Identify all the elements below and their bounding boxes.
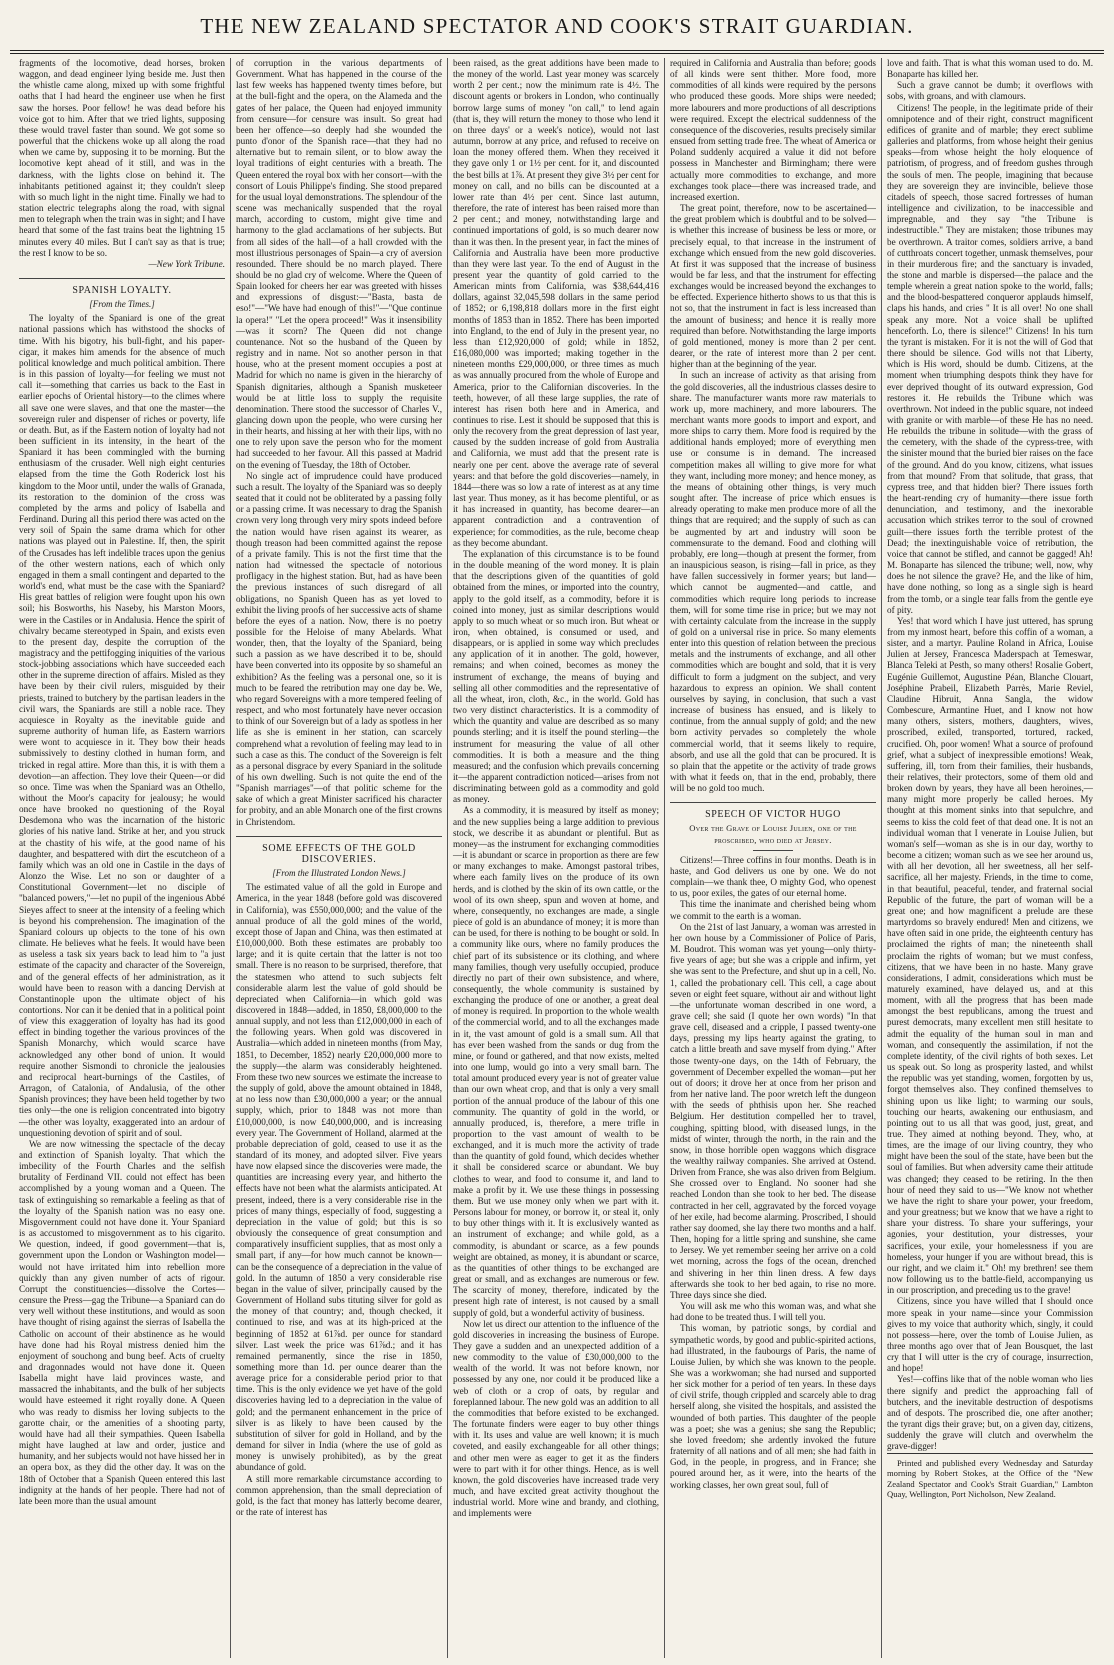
article-subheading: Over the Grave of Louise Julien, one of the proscribed, who died at Jersey.	[689, 823, 857, 845]
masthead	[0, 0, 1114, 52]
article-source-note: [From the Times.]	[89, 299, 155, 310]
article-paragraph: The estimated value of all the gold in Europe and America, in the year 1848 (before gold was discovered in California), was £550,000,000; and the value of the annual produce of all the gold mines of the world, except those of Japan and China, was then estimated at £10,000,000. Both these estimates are probably too large; and it is quite certain that the latter is not too small. There is no reason to be surprised, therefore, that the statesmen who attend to such subjects felt considerable alarm lest the value of gold should be depreciated when California—in which gold was discovered in 1848—added, in 1850, £8,000,000 to the annual supply, and not less than £12,000,000 in each of the following years. When gold was discovered in Australia—which added in nineteen months (from May, 1851, to December, 1852) nearly £20,000,000 more to the supply—the alarm was considerably heightened. From these two new sources we estimate the increase to the supply of gold, above the amount obtained in 1848, at no less now than £30,000,000 a year; or the annual supply, which, prior to 1848 was not more than £10,000,000, is now £40,000,000, and is increasing every year. The Government of Holland, alarmed at the probable depreciation of gold, ceased to use it as the standard of its money, and adopted silver. Five years have now elapsed since the discoveries were made, the quantities are increasing every year, and hitherto the effects have not been what the alarmists anticipated. At present, indeed, there is a very considerable rise in the prices of many things, especially of food, suggesting a depreciation in the value of gold; but this is so obviously the consequence of great consumption and comparatively insufficient supplies, that as most only a small part, if any—for how much cannot be known—can be the consequence of a depreciation in the value of gold. In the autumn of 1850 a very considerable rise began in the value of silver, principally caused by the Government of Holland subs tituting silver for gold as the money of that country; and, though checked, it continued to rise, and was at its high-priced at the beginning of 1852 at 61⅞d. per ounce for standard silver. Last week the price was 61⅞d.; and it has remained permanently, since the rise in 1850, something more than 1d. per ounce dearer than the average price for a considerable period prior to that time. This is the only evidence we yet have of the gold discoveries having led to a depreciation in the value of gold; and the permanent enhancement in the price of silver is as likely to have been caused by the substitution of silver for gold in Holland, and by the demand for silver in India (where the use of gold as money is unwisely prohibited), as by the great abundance of gold.	[236, 882, 442, 1473]
printer-imprint: Printed and published every Wednesday and Saturday morning by Robert Stokes, at the Office of the "New Zealand Spectator and Cook's Strait Guardian," Lambton Quay, Wellington, Port Nicholson, New Zealand.	[887, 1453, 1093, 1500]
article-source-note: [From the Illustrated London News.]	[272, 868, 406, 879]
column-1	[14, 58, 231, 1658]
article-paragraph: You will ask me who this woman was, and what she had done to be treated thus. I will tell you.	[670, 1301, 876, 1323]
column-2	[231, 58, 448, 1658]
article-heading-gold-discoveries: SOME EFFECTS OF THE GOLD DISCOVERIES.	[236, 836, 442, 865]
article-paragraph: been raised, as the great additions have been made to the money of the world. Last year money was scarcely worth 2 per cent.; now the minimum rate is 4½. The discount agents or brokers in London, who continually borrow large sums of money "on call," to lend again (that is, they will return the money to those who lend it on three days' or a week's notice), would not last autumn, borrow at any price, and refused to receive on loan the money offered them. When they received it they gave only 1 or 1½ per cent. for it, and discounted the best bills at 1⅞. At present they give 3½ per cent for money on call, and no bills can be discounted at a lower rate than 4½ per cent. Since last autumn, therefore, the rate of interest has been raised more than 2 per cent.; and money, notwithstanding large and continued importations of gold, is so much dearer now than it was then. In the present year, in fact the mines of California and Australia have been more productive than they were last year. To the end of August in the present year the quantity of gold carried to the American mints from California, was $38,644,416 dollars, against 32,045,598 dollars in the same period of 1852; or 6,198,818 dollars more in the first eight months of 1853 than in 1852. There has been imported into England, to the end of July in the present year, no less than £12,920,000 of gold; while in 1852, £16,080,000 was imported; making together in the nineteen months £29,000,000, or three times as much as was annually procured from the whole of Europe and America, prior to the Californian discoveries. In the teeth, however, of all these large supplies, the rate of interest has risen both here and in America, and continues to rise. Lest it should be supposed that this is only the recovery from the great depression of last year, caused by the sudden increase of gold from Australia and California, we must add that the present rate is nearly one per cent. above the average rate of several years: and that before the gold discoveries—namely, in 1844—there was so low a rate of interest as at any time last year. Thus money, as it has become plentiful, or as it has increased in quantity, has become dearer—an apparent contradiction and a contravention of experience; for commodities, as the rule, become cheap as they become abundant.	[453, 58, 659, 548]
article-paragraph: love and faith. That is what this woman used to do. M. Bonaparte has killed her.	[887, 58, 1093, 80]
column-3	[448, 58, 665, 1658]
masthead-rule	[10, 50, 1104, 51]
page-columns	[14, 58, 1102, 1658]
article-paragraph: No single act of imprudence could have produced such a result. The loyalty of the Spaniard was so deeply seated that it could not be obliterated by a passing folly or a passing crime. It was necessary to drag the Spanish crown very long through very miry spots indeed before the nation would have risen against its wearer, as though treason had been committed against the repose of a private family. This is not the first time that the nation had witnessed the spectacle of notorious profligacy in the highest station. But, had as have been the previous instances of such disregard of all obligations, no Spanish Queen has as yet loved to exhibit the living proofs of her successive acts of shame before the eyes of a nation. Now, there is no poetry possible for the Heloise of many Abelards. What wonder, then, that the loyalty of the Spaniard, being such a passion as we have described it to be, should have been converted into its opposite by so shameful an exhibition? As the feeling was a personal one, so it is much to be feared the retribution may one day be. We, who regard Sovereigns with a more tempered feeling of respect, and who most fortunately have never occasion to think of our Sovereign but of a lady as spotless in her life as she is eminent in her station, can scarcely comprehend what a revolution of feeling may lead to in such a case as this. The conduct of the Sovereign is felt as a personal disgrace by every Spaniard in the solitude of his own dwelling. Such is not quite the end of the "Spanish marriages"—of that politic scheme for the sake of which a great Minister sacrificed his character for probity, and an able Monarch one of the first crowns in Christendom.	[236, 470, 442, 827]
article-paragraph: The explanation of this circumstance is to be found in the double meaning of the word money. It is plain that the descriptions given of the quantities of gold obtained from the mines, or imported into the country, apply to the gold itself, as a commodity, before it is coined into money, just as similar descriptions would apply to so much wheat or so much iron. But wheat or iron, when obtained, is consumed or used, and disappears, or is applied in some way which precludes any application of it in another. The gold, however, remains; and when coined, becomes as money the instrument of exchange, the means of buying and selling all other commodities and the representative of all the wheat, iron, cloth, &c., in the world. Gold has two very distinct characteristics. It is a commodity of which the quantity and value are described as so many pounds sterling; and it is itself the pound sterling—the instrument for measuring the value of all other commodities. It is both a measure and the thing measured; and the confusion which prevails concerning it—the apparent contradiction noticed—arises from not discriminating between gold as a commodity and gold as money.	[453, 548, 659, 805]
article-paragraph: This woman, by patriotic songs, by cordial and sympathetic words, by good and public-spirited actions, had illustrated, in the faubourgs of Paris, the name of Louise Julien, by which she was known to the people. She was a workwoman; she had nursed and supported her sick mother for a period of ten years. In these days of civil strife, though crippled and scarcely able to drag herself along, she visited the hospitals, and assisted the wounded of both parties. This daughter of the people was a poet; she was a genius; she sang the Republic; she loved freedom; she ardently invoked the future fraternity of all nations and of all men; she had faith in God, in the people, in progress, and in France; she poured around her, as it were, into the hearts of the working classes, her own great soul, full of	[670, 1323, 876, 1490]
article-paragraph: As a commodity, it is measured by itself as money; and the new supplies being a large addition to previous stock, we describe it as abundant or plentiful. But as money—as the instrument for exchanging commodities—it is abundant or scarce in proportion as there are few or many exchanges to make. Amongst pastoral tribes, where each family lives on the produce of its own herds, and is clothed by the skin of its own cattle, or the wool of its own sheep, spun and woven at home, and where, consequently, no exchanges are made, a single piece of gold is an abundance of money; it is more than can be used, for there is nothing to be bought or sold. In a community like ours, where no family produces the chief part of its subsistence or its clothing, and where many families, though very usefully occupied, produce directly no part of their own subsistence, and where, consequently, the whole community is sustained by exchanging the produce of one or another, a great deal of money is required. In proportion to the whole wealth of the commercial world, and to all the exchanges made in it, the vast amount of gold is a small sum. All that has ever been washed from the sands or dug from the mine, or found or gathered, and that now exists, melted into one lump, would go into a very small barn. The total amount produced every year is not of greater value than our own wheat crop, and that is only a very small portion of the annual produce of the labour of this one community. The quantity of gold in the world, or annually produced, is, therefore, a mere trifle in proportion to the vast amount of wealth to be exchanged, and it is much more the activity of trade than the quantity of gold found, which decides whether it shall be considered scarce or abundant. We buy clothes to wear, and food to consume it, and land to make a profit by it. We use these things in possessing them. But we use money only when we part with it. Persons labour for money, or borrow it, or steal it, only to buy other things with it. It is exclusively wanted as an instrument of exchange; and while gold, as a commodity, is abundant or scarce, as a few pounds weight are obtained, as money, it is abundant or scarce, as the quantities of other things to be exchanged are great or small, and as exchanges are numerous or few. The scarcity of money, therefore, indicated by the present high rate of interest, is not caused by a small supply of gold, but a wonderful activity of business.	[453, 805, 659, 1318]
article-paragraph: of corruption in the various departments of Government. What has happened in the course of the last few weeks has happened twenty times before, but at the bull-fight and the opera, on the Alameda and the gates of her palace, the Queen had enjoyed immunity from censure—for censure was insult. So great had been her offence—so deeply had she wounded the punto d'onor of the Spanish race—that they had no alternative but to remain silent, or to blow away the loyal traditions of eight centuries with a breath. The Queen entered the royal box with her consort—with the consort of Louis Philippe's finding. She stood prepared for the usual loyal demonstrations. The splendour of the scene was mechanically suspended that the royal march, according to custom, might give time and harmony to the glad acclamations of her subjects. But from all sides of the hall—of a hall crowded with the most illustrious personages of Spain—a cry of aversion resounded. There should be no march played. There should be no glad cry of welcome. Where the Queen of Spain looked for cheers her ear was greeted with hisses and expressions of disgust:—"Basta, basta de eso!"—"We have had enough of this!"—"Que continue la opera!" "Let the opera proceed!" Was it insensibility—was it scorn? The Queen did not change countenance. Not so the husband of the Queen by registry and in name. Not so another person in that house, who at the present moment occupies a post at Madrid for which no name is given in the hierarchy of Spanish dignitaries, although a Spanish musketeer would be at little loss to supply the requisite denomination. There stood the successor of Charles V., glancing down upon the people, who were cursing her in their hearts, and hissing at her with their lips, with no one to rely upon save the person who for the moment had succeeded to her favour. All this passed at Madrid on the evening of Tuesday, the 18th of October.	[236, 58, 442, 470]
newspaper-title: THE NEW ZEALAND SPECTATOR AND COOK'S STRAIT GUARDIAN.	[200, 14, 914, 38]
article-paragraph: A still more remarkable circumstance according to common apprehension, than the small depreciation of gold, is the fact that money has latterly become dearer, or the rate of interest has	[236, 1473, 442, 1517]
article-paragraph: In such an increase of activity as that arising from the gold discoveries, all the industrious classes desire to share. The manufacturer wants more raw materials to work up, more machinery, and more labourers. The merchant wants more goods to import and export, and more ships to carry them. More food is required by the additional hands employed; more of everything men use or consume is in demand. The increased competition makes all willing to give more for what they want, including more money; and hence money, as the means of obtaining other things, is very much sought after. The increase of price which ensues is already operating to make men produce more of all the things that are required; and the supply of such as can be augmented by art and industry will soon be commensurate to the demand. Food and clothing will probably, ere long—though at present the former, from an inauspicious season, is rising—fall in price, as they have fallen successively in former years; but land—which cannot be augmented—and cattle, and commodities which require long periods to increase them, will for some time rise in price; but we may not with certainty calculate from the increase in the supply of gold on a universal rise in price. So many elements enter into this question of relation between the precious metals and the instruments of exchange, and all other commodities which are bought and sold, that it is very difficult to form a judgment on the subject, and very hazardous to express an opinion. We shall content ourselves by saying, in conclusion, that such a vast increase of business has ensued, and is likely to continue, from the annual supply of gold; and the new born activity pervades so completely the whole commercial world, that it seems likely to require, absorb, and use all the gold that can be procured. It is so plain that the appetite or the activity of trade grows with what it feeds on, that in the end, probably, there will be no gold too much.	[670, 370, 876, 794]
article-paragraph: On the 21st of last January, a woman was arrested in her own house by a Commissioner of Police of Paris, M. Boudrot. This woman was yet young—only thirty-five years of age; but she was a cripple and infirm, yet she was sent to the Prefecture, and shut up in a cell, No. 1, called the probationary cell. This cell, a cage about seven or eight feet square, without air and without light—the unfortunate woman described in one word, a grave cell; she said (I quote her own words) "In that grave cell, diseased and a cripple, I passed twenty-one days, pressing my lips hearty against the grating, to catch a little breath and save myself from dying." After those twenty-one days, on the 14th of February, the government of December expelled the woman—put her out of doors; it drove her at once from her prison and from her native land. The poor wretch left the dungeon with the seeds of phthisis upon her. She reached Belgium. Her destitution compelled her to travel, coughing, spitting blood, with diseased lungs, in the midst of winter, through the north, in the rain and the snow, in those horrible open waggons which disgrace the wealthy railway companies. She arrived at Ostend. Driven from France, she was also driven from Belgium. She crossed over to England. No sooner had she reached London than she took to her bed. The disease contracted in her cell, aggravated by the forced voyage of her exile, had become alarming. Proscribed, I should rather say doomed, she lay there two months and a half. Then, hoping for a little spring and sunshine, she came to Jersey. We yet remember seeing her arrive on a cold wet morning, across the fogs of the ocean, drenched and shivering in her thin linen dress. A few days afterwards she took to her bed again, to rise no more. Three days since she died.	[670, 921, 876, 1300]
article-paragraph: This time the inanimate and cherished being whom we commit to the earth is a woman.	[670, 899, 876, 921]
article-paragraph: fragments of the locomotive, dead horses, broken waggon, and dead engineer lying beside me. Just then the whistle came along, mixed up with some frightful oaths that I had heard the engineer use when he first saw the horses. Poor fellow! he was dead before his voice got to him. After that we tried lights, supposing these would travel faster than sound. We got some so powerful that the chickens woke up all along the road when we came by, supposing it to be morning. But the locomotive kept ahead of it still, and was in the darkness, with the lights close on behind it. The inhabitants petitioned against it; they couldn't sleep with so much light in the night time. Finally we had to station electric telegraphs along the road, with signal men to telegraph when the train was in sight; and I have heard that some of the fast trains beat the lightning 15 minutes every 40 miles. But I can't say as that is true; the rest I know to be so.	[19, 58, 225, 258]
column-4	[665, 58, 882, 1658]
article-paragraph: Citizens!—Three coffins in four months. Death is in haste, and God delivers us one by one. We do not complain—we thank thee, O mighty God, who openest to us, poor exiles, the gates of our eternal home.	[670, 854, 876, 899]
article-paragraph: Yes!—coffins like that of the noble woman who lies there signify and predict the approaching fall of butchers, and the inevitable destruction of despotisms and of despots. The proscribed die, one after another; the tyrant digs their grave; but, on a given day, citizens, suddenly the grave will clutch and overwhelm the grave-digger!	[887, 1374, 1093, 1452]
article-paragraph: The loyalty of the Spaniard is one of the great national passions which has withstood the shocks of time. With his bigotry, his bull-fight, and his paper-cigar, it makes him amends for the absence of much political knowledge and much political ambition. There is in this passion of loyalty—for feeling we must not call it—something that carries us back to the East in earlier epochs of Oriental history—to the climes where all save one were slaves, and that one the master—the sovereign ruler and dispenser of riches or poverty, life or death. But, as if the Eastern notion of loyalty had not been sufficient in its intensity, in the heart of the Spaniard it has been commingled with the burning enthusiasm of the crusader. Well nigh eight centuries elapsed from the time the Goth Roderick lost his kingdom to the Moor until, under the walls of Granada, its restoration to the dominion of the cross was completed by the arms and policy of Isabella and Ferdinand. During all this period there was acted on the very soil of Spain the same drama which for other nations was played out in Palestine. If, then, the spirit of the Crusades has left indelible traces upon the genius of the other western nations, each of which only engaged in them a small contingent and departed to the world's end, what must be the case with the Spaniard? His great battles of religion were fought upon his own soil; his Bosworths, his Naseby, his Marston Moors, were in the Castiles or in Andalusia. Hence the spirit of chivalry became stereotyped in Spain, and exists even to the present day, despite the corruption of the magistracy and the pettifogging iniquities of the various stock-jobbing associations which have succeeded each other in the supreme direction of affairs. Misled as they have been by their civil rulers, misguided by their priests, trained to butchery by the partisan leaders in the civil wars, the Spaniards are still a noble race. They acquiesce in Royalty as the inevitable guide and supreme authority of human life, as Eastern warriors were wont to acquiesce in it. They bow their heads submissively to destiny clothed in human form, and tricked in regal attire. More than this, it is with them a devotion—an affection. They love their Queen—or did so once. Time was when the Spaniard was an Othello, without the Moor's capacity for jealousy; he would once have brooked no questioning of the Royal Desdemona who was the incarnation of the historic glories of his native land. Strike at her, and you struck at the chastity of his wife, at the good name of his daughter, and bespattered with dirt the escutcheon of a family which was an old one in Castile in the days of Alonzo the Wise. Let no son or daughter of a Constitutional Government—let no disciple of "balanced powers,"—let no pupil of the ingenious Abbé Sieyes affect to sneer at the intensity of a feeling which is beyond his comprehension. The imagination of the Spaniard colours up objects to the tone of his own climate. He believes what he feels. It would have been as useless a task six years back to lead him to "a just estimate of the capacity and character of the Sovereign, and of the general effects of her administration, as it would have been to reason with a dancing Dervish at Constantinople upon the ultimate object of his contortions. Nor can it be denied that in a political point of view this exaggeration of loyalty has had its good effect in binding together the various provinces of the Spanish Monarchy, which would scarce have acknowledged any other bond of union. It would require another Sismondi to chronicle the jealousies and reciprocal heart-burnings of the Castiles, of Arragon, of Catalonia, of Andalusia, of the other Spanish provinces; they have been held together by two ties only—the one is religion concentrated into bigotry—the other was loyalty, exaggerated into an ardour of unquestioning devotion of spirit and of soul.	[19, 313, 225, 1138]
article-paragraph: The great point, therefore, now to be ascertained—the great problem which is doubtful and to be solved—is whether this increase of business be less or more, or precisely equal, to that increase in the instrument of exchange which ensued from the new gold discoveries. At first it was supposed that the increase of business would be far less, and that the instrument for effecting exchanges would be increased beyond the exchanges to be effected. Experience hitherto shows to us that this is not so, that the instrument in fact is less increased than the amount of business; and hence it is really more required than before. Notwithstanding the large imports of gold mentioned, money is more than 2 per cent. dearer, or the rate of interest more than 2 per cent. higher than at the beginning of the year.	[670, 203, 876, 370]
masthead-rule-thin	[10, 53, 1104, 54]
article-paragraph: Yes! that word which I have just uttered, has sprung from my inmost heart, before this coffin of a woman, a sister, and a martyr. Pauline Roland in Africa, Louise Julien at Jersey, Francesca Maderspach at Temeswar, Blanca Teleki at Pesth, so many others! Rosalie Gobert, Eugénie Guillemot, Augustine Péan, Blanche Clouart, Joséphine Prabeil, Elizabeth Parrès, Marie Reviel, Claudine Hibruit, Anna Sangla, the widow Combescure, Armantine Huet, and I know not how many others, sisters, mothers, daughters, wives, proscribed, exiled, transported, tortured, racked, crucified. Oh, poor women! What a source of profound grief, what a subject of inexpressible emotions! Weak, suffering, ill, torn from their families, their husbands, their relatives, their protectors, some of them old and broken down by years, they have all been heroines,—many might more properly be called heroes. My thought at this moment sinks into that sepulchre, and seems to kiss the cold feet of that dead one. It is not an individual woman that I venerate in Louise Julien, but woman's self—woman as she is in our day, worthy to become a citizen; woman such as we see her around us, with all her devotion, all her sweetness, all her self-sacrifice, all her majesty. Friends, in the time to come, in that beautiful, peaceful, tender, and fraternal social Republic of the future, the part of woman will be a great one; and how magnificent a prelude are these martyrdoms so bravely endured! Men and citizens, we have often said in one pride, the eighteenth century has proclaimed the rights of man; the nineteenth shall proclaim the rights of woman; but we must confess, citizens, that we have been in no haste. Many grave considerations, I admit, considerations which must be maturely examined, have delayed us, and at this moment, with all the progress that has been made amongst the best republicans, among the truest and purest democrats, many excellent men still hesitate to admit the equality of the human soul in man and woman, and consequently the assimilation, if not the complete identity, of the civil rights of both sexes. Let us speak out. So long as prosperity lasted, and whilst the republic was yet standing, women, forgotten by us, forgot themselves also. They confined themselves to shining upon us like light; to warming our souls, touching our hearts, awakening our enthusiasm, and pointing out to us all that was good, just, great, and true. They aimed at nothing beyond. They, who, at times, are the image of our living country, they who might have been the soul of the state, have been but the soul of families. But when adversity came their attitude was changed; they ceased to be retiring. In the then hour of need they said to us—"We know not whether we have the right to share your power, your freedom, and your greatness; but we know that we have a right to share your distress. To share your sufferings, your agonies, your destitution, your distresses, your sacrifices, your exile, your homelessness if you are homeless, your hunger if you are without bread, this is our right, and we claim it." Oh! my brethren! see them now following us to the battle-field, accompanying us in our proscription, and preceding us to the grave!	[887, 615, 1093, 1296]
article-paragraph: We are now witnessing the spectacle of the decay and extinction of Spanish loyalty. That which the imbecility of the Fourth Charles and the selfish brutality of Ferdinand VII. could not effect has been accomplished by a young woman and a Queen. The task of extinguishing so remarkable a feeling as that of the loyalty of the Spanish nation was no easy one. Misgovernment could not have done it. Your Spaniard is as accustomed to misgovernment as to his cigarito. We question, indeed, if good government—that is, government upon the London or Washington model—would not have irritated him into rebellion more quickly than any given number of acts of rigour. Corrupt the constituencies—dissolve the Cortes—censure the Press—gag the Tribune—a Spaniard can do very well without these institutions, and would as soon have thought of rising against the sierras of Isabella the Catholic on account of their abstinence as he would have done had his Royal mistress denied him the enjoyment of souchong and bung beef. Acts of cruelty and dragonnades would not have done it. Queen Isabella might have laid provinces waste, and massacred the inhabitants, and the bulk of her subjects would have esteemed it right royally done. A Queen who was ready to dismiss her loving subjects to the garotte chair, or the amenities of a shooting party, would have had all their sympathies. Queen Isabella might have laughed at law and order, justice and humanity, and her subjects would not have hissed her in an opera box, as they did the other day. It was on the 18th of October that a Spanish Queen entered this last indignity at the hands of her people. There had not of late been more than the usual amount	[19, 1138, 225, 1506]
divider	[753, 850, 793, 851]
article-paragraph: Citizens, since you have willed that I should once more speak in your name—since your Commission gives to my voice that authority which, singly, it could not possess—here, over the tomb of Louise Julien, as three months ago over that of Jean Bousquet, the last cry that I will utter is the cry of courage, insurrection, and hope!	[887, 1296, 1093, 1374]
article-paragraph: Citizens! The people, in the legitimate pride of their omnipotence and of their right, construct magnificent edifices of granite and of marble; they erect sublime galleries and platforms, from whose height their genius speaks—from whose height the holy eloquence of patriotism, of progress, and of freedom gushes through the souls of men. The people, imagining that because they are sovereign they are invincible, believe those citadels of speech, those sacred fortresses of human intelligence and civilization, to be inaccessible and impregnable, and they say "the Tribune is indestructible." They are mistaken; those tribunes may be overthrown. A traitor comes, soldiers arrive, a band of cutthroats concert together, unmask themselves, pour in their murderous fire; and the sanctuary is invaded, the stone and marble is dispersed—the palace and the temple wherein a great nation spoke to the world, falls; and the blood-bespattered conqueror applauds himself, claps his hands, and cries " It is all over! No one shall speak any more. Not a voice shall be uplifted henceforth. Lo, there is silence!" Citizens! In his turn the tyrant is mistaken. For it is not the will of God that there should be silence. God wills not that Liberty, which is His word, should be dumb. Citizens, at the moment when triumphing despots think they have for ever deprived thought of its outward expression, God restores it. He rebuilds the Tribune which was overthrown. Not indeed in the public square, not indeed with granite or with marble—of these He has no need. He rebuilds the tribune in solitude—with the grass of the cemetery, with the shade of the cypress-tree, with the sinister mound that the buried bier raises on the face of the ground. And do you know, citizens, what issues from that mound? From that solitude, that grass, that cypress tree, and that hidden bier? There issues forth the heart-rending cry of humanity—there issue forth denunciation, and testimony, and the inexorable accusation which strikes terror to the soul of crowned guilt—there issues forth the terrible protest of the Dead; the inextinguishable voice of retribution, the voice that cannot be stifled, and cannot be gagged! Ah! M. Bonaparte has silenced the tribune; well, now, why does he not silence the grave? He, and the like of him, have done nothing, so long as a single sigh is heard from the tomb, or a single tear falls from the gentle eye of pity.	[887, 102, 1093, 615]
article-paragraph: Now let us direct our attention to the influence of the gold discoveries in increasing the business of Europe. They gave a sudden and an unexpected addition of a new commodity to the value of £30,000,000 to the wealth of the world. It was not before known, nor possessed by any one, nor could it be produced like a web of cloth or a crop of oats, by regular and foreplanned labour. The new gold was an addition to all the commodities that before existed to be exchanged. The fortunate finders were eager to buy other things with it. Its uses and value are well known; it is much coveted, and easily exchangeable for all other things; and other men were as eager to get it as the finders were to part with it for other things. Hence, as is well known, the gold discoveries have increased trade very much, and have excited great activity thoughout the industrial world. More wine and brandy, and clothing, and implements were	[453, 1318, 659, 1519]
article-heading-spanish-loyalty: SPANISH LOYALTY.	[19, 278, 225, 296]
article-heading-victor-hugo: SPEECH OF VICTOR HUGO	[670, 802, 876, 820]
article-paragraph: Such a grave cannot be dumb; it overflows with sobs, with groans, and with clamours.	[887, 80, 1093, 102]
article-paragraph: required in California and Australia than before; goods of all kinds were sent thither. More food, more commodities of all kinds were required by the persons who produced these goods. More ships were needed; more labourers and more productions of all descriptions were required. Except the electrical suddenness of the consequence of the discoveries, results precisely similar ensued from setting trade free. The wheat of America or Poland suddenly acquired a value it did not before possess in Manchester and Birmingham; there were actually more commodities to exchange, and more exchanges took place—there was increased trade, and increased exertion.	[670, 58, 876, 202]
article-source: —New York Tribune.	[148, 258, 225, 269]
column-5	[882, 58, 1098, 1658]
